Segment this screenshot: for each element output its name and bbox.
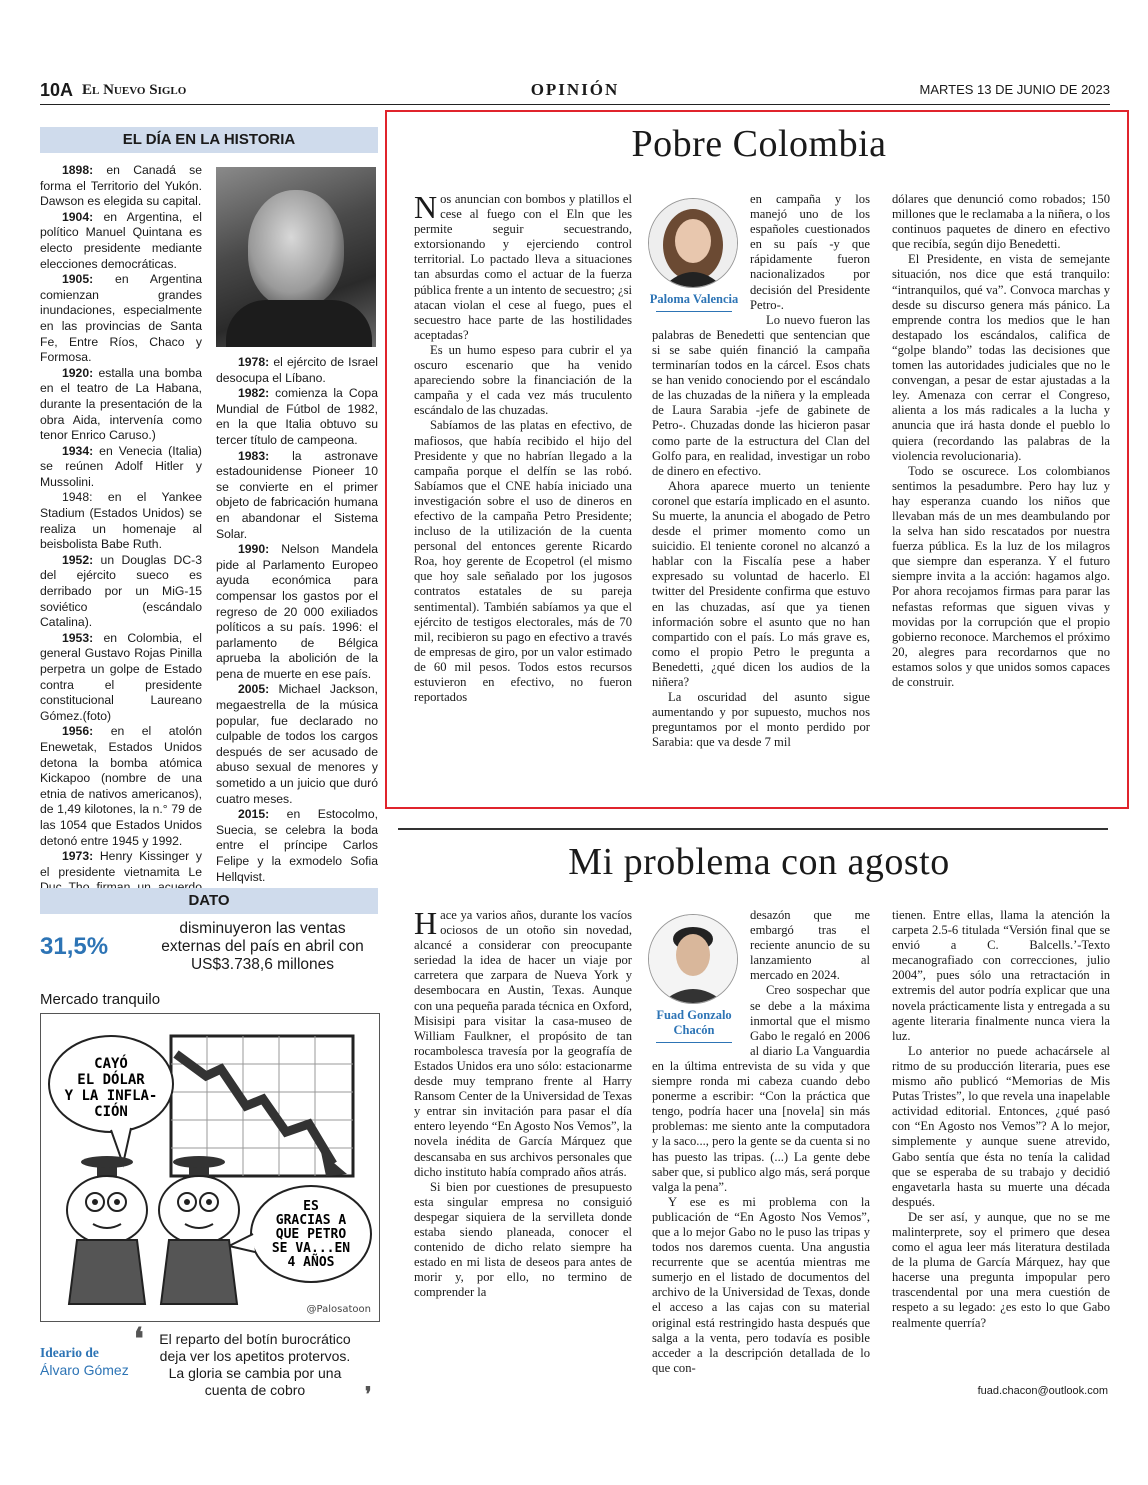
author-email: fuad.chacon@outlook.com (977, 1385, 1108, 1397)
article-paragraph (892, 1210, 1110, 1331)
history-text: en el atolón Enewetak, Estados Unidos detona la bomba atómica Kickapoo (nombre de una etnia de nativos americanos), de 1,49 kilotones, la n.° 79 de las 1054 que Estados Unidos detonó entre 1945 y 1992. (40, 724, 202, 848)
paragraph-text: Sabíamos de las platas en efectivo, de mafiosos, que había recibido el hijo del Presidente y que no habrían llegado a la campaña porque el delfín se las robó. Sabíamos que el CNE había iniciado una investigación sobre el uso de dineros en efectivo de la campaña Petro Presidente; incluso de la utilización de la cuenta personal del entonces gerente Ricardo Roa, hoy gerente de Ecopetrol (el mismo que hoy sale señalado por los jugosos contratos estatales de su pareja sentimental). También sabíamos ya que el ejército de testigos electorales, más de 70 mil, recibieron su pago en efectivo a través de empresas de giro, por un valor estimado de 60 mil pesos. Todos estos recursos estuvieron en efectivo, no fueron reportados (414, 418, 632, 705)
paragraph-text: Todo se oscurece. Los colombianos sentimos la pesadumbre. Pero hay luz y hay esperanza cuando los niños que llevaban más de un mes deambulando por la selva han sido rescatados por nuestra fuerza pública. Es la luz de los milagros que siempre dan esperanza. Y el futuro siempre invita a la acción: hagamos algo. Por ahora recojamos firmas para parar las nefastas reformas que siguen vivas y movidas por la corrupción que el propio gobierno reconoce. Marchemos el próximo 20, alegres para recordarnos que no estamos solos y que unidos somos capaces de construir. (892, 463, 1110, 689)
cartoon-bubble-2-line4: SE VA...EN (271, 1241, 351, 1256)
dato-number: 31,5% (40, 933, 109, 960)
history-entry (40, 553, 202, 631)
history-entry (216, 682, 378, 807)
history-text: Nelson Mandela pide al Parlamento Europeo ayuda económica para compensar los gastos por el regreso de 20 000 exiliados políticos a su país. 1996: el parlamento de Bélgica aprueba la abolición de la pena de muerte en ese país. (216, 542, 378, 681)
photo-portrait-face (248, 190, 344, 308)
history-entry (216, 386, 378, 448)
paragraph-text: Y ese es mi problema con la publicación de “En Agosto Nos Vemos”, que a lo mejor Gabo no le puso las tripas y todos nos daremos cuenta. Una angustia recurrente que se acentúa mientras me sumerjo en el listado de documentos del archivo de la Universidad de Texas, donde el acceso a las cajas con su material original está restringido hasta después que salga a la venta, pero todavía es posible acceder a la descripción detallada de lo que con- (652, 1194, 870, 1375)
paragraph-text: De ser así, y aunque, que no se me malinterprete, soy el primero que desea como el agua leer más literatura destilada de la pluma de García Márquez, hay que hacerse una pregunta impopular pero trascendental por una mera cuestión de respeto a su legado: ¿es esto lo que Gabo realmente querría? (892, 1209, 1110, 1330)
cartoon-bubble-2-line2: GRACIAS A (275, 1213, 347, 1228)
history-text: el ejército de Israel desocupa el Líbano. (216, 355, 378, 385)
cartoon-bubble-2-line3: QUE PETRO (275, 1227, 347, 1242)
cartoon-title: Mercado tranquilo (40, 991, 161, 1008)
history-entry (216, 355, 378, 386)
author-photo (648, 198, 738, 288)
article-1-column-2 (649, 192, 870, 750)
ideario-label: Ideario de (40, 1345, 99, 1360)
paragraph-text: Es un humo espeso para cubrir el ya oscuro escenario que ha venido apareciendo sobre la financiación de la campaña y el cada vez más truculento escándalo de las chuzadas. (414, 342, 632, 418)
editorial-cartoon (40, 1013, 380, 1322)
cartoon-bubble-1-line4: CIÓN (94, 1104, 128, 1120)
article-2-column-1 (414, 905, 632, 1300)
history-entry (40, 366, 202, 444)
cartoon-figure-left (67, 1156, 147, 1304)
history-text: estalla una bomba en el teatro de La Habana, durante la presentación de la obra Aida, intervenía como tenor Enrico Caruso.) (40, 365, 202, 443)
history-year: 1952: (62, 552, 94, 567)
ideario-author: Álvaro Gómez (40, 1362, 129, 1378)
cartoon-bubble-1-line2: EL DÓLAR (77, 1072, 145, 1088)
history-text: en Estocolmo, Suecia, se celebra la boda entre el príncipe Carlos Felipe y la exmodelo Sofia Hellqvist. (216, 807, 378, 884)
masthead: El Nuevo Siglo (82, 82, 187, 98)
history-text: comienza la Copa Mundial de Fútbol de 1982, en la que Italia obtuvo su tercer título de campeona. (216, 386, 378, 447)
history-text: 1948: en el Yankee Stadium (Estados Unidos) se realiza un homenaje al beisbolista Babe Ruth. (40, 490, 202, 552)
paragraph-text: ace ya varios años, durante los vacíos ociosos de un otoño sin novedad, alcancé a considerar con preocupante seriedad la idea de hacer un viaje por carretera que zarpara de Nueva York y desembocara en Austin, Texas. Aunque con una pequeña parada técnica en Oxford, Misisipi para visitar la casa-museo de William Faulkner, el propósito de tan rocambolesca travesía por la geografía de Estados Unidos era uno sólo: estacionarme desde muy temprano frente al Harry Ransom Center de la Universidad de Texas y entrar sin invitación para pasar el día entero leyendo “En Agosto Nos Vemos”, la novela inédita de García Márquez que descansaba en sus archivos personales que dicho instituto había comprado años atrás. (414, 908, 632, 1179)
history-entry (40, 163, 202, 210)
author-name: Paloma Valencia (649, 292, 739, 306)
section-title: OPINIÓN (530, 80, 620, 99)
history-year: 1983: (238, 448, 270, 463)
history-year: 1904: (62, 209, 94, 224)
history-entry (216, 807, 378, 885)
history-year: 1905: (62, 272, 94, 287)
article-paragraph (414, 189, 632, 343)
article-2-title: Mi problema con agosto (568, 841, 950, 883)
history-year: 1973: (62, 849, 94, 864)
paragraph-text: Lo anterior no puede achacársele al ritmo de su producción literaria, pues ese mismo año publicó “Memorias de Mis Putas Tristes”, lo que revela una inapelable actividad editorial. Entonces, ¿qué pasó con “En Agosto nos Vemos”? A lo mejor, simplemente y aunque suene atrevido, Gabo sentía que ésta no tenía la calidad que se esperaba de su trabajo y decidió engavetarla hasta su muerte una década después. (892, 1043, 1110, 1209)
author-rule (656, 1042, 732, 1043)
dato-heading: DATO (40, 888, 378, 914)
history-text: Michael Jackson, megaestrella de la música popular, fue declarado no culpable de todos los cargos después de ser acusado de abuso sexual de menores y sometido a un juicio que duró cuatro meses. (216, 682, 378, 806)
article-paragraph (892, 192, 1110, 252)
history-text: en Argentina, el político Manuel Quintana es electo presidente mediante elecciones democráticas. (40, 209, 202, 271)
history-text: en Canadá se forma el Territorio del Yukón. Dawson es elegida su capital. (40, 163, 202, 209)
history-heading: EL DÍA EN LA HISTORIA (40, 127, 378, 153)
history-year: 1953: (62, 630, 94, 645)
cartoon-credit: @Palosatoon (306, 1304, 371, 1315)
history-year: 1990: (238, 542, 270, 557)
article-paragraph (414, 1180, 632, 1301)
drop-cap: N (414, 189, 438, 225)
article-paragraph (414, 418, 632, 705)
history-entry (40, 490, 202, 552)
history-text: en Venecia (Italia) se reúnen Adolf Hitler y Mussolini. (40, 443, 202, 489)
article-1-title: Pobre Colombia (631, 123, 887, 165)
quote-open-icon: ❛ (134, 1323, 144, 1356)
paragraph-text: La oscuridad del asunto sigue aumentando y por supuesto, muchos nos preguntamos por el monto perdido por Sarabia: que va desde 7 mil (652, 690, 870, 750)
history-text: en Colombia, el general Gustavo Rojas Pinilla perpetra un golpe de Estado contra el presidente constitucional Laureano Gómez.(foto) (40, 630, 202, 723)
paragraph-text: en campaña y los manejó uno de los españoles cuestionados en su país -y que rápidamente fueron nacionalizados por decisión del Presidente Petro-. (750, 192, 870, 312)
author-block (646, 908, 742, 1043)
article-paragraph (892, 252, 1110, 463)
paragraph-text: Creo sospechar que se debe a la máxima inmortal que el mismo Gabo le regaló en 2006 al diario La Vanguardia en la última entrevista de su vida y que siempre ronda mi cabeza cuando debo ponerme a escribir: “Con la práctica que tengo, podría hacer una [novela] sin más problemas: me siento ante la computadora y la saco..., pero la gente se da cuenta si no has puesto las tripas. (...) La gente debe saber que, si publico algo más, será porque valga la pena”. (652, 983, 870, 1194)
quote-close-icon: ❜ (365, 1384, 372, 1406)
history-text: Henry Kissinger y el presidente vietnamita Le (40, 849, 202, 879)
paragraph-text: Si bien por cuestiones de presupuesto esta singular empresa no consiguió despegar siquiera de la servilleta donde estaba siendo planeada, conocer el contenido de dicho relato siempre ha estado en mi lista de deseos para antes de morir y, por ello, no termino de comprender la (414, 1179, 632, 1300)
paragraph-text: Lo nuevo fueron las palabras de Benedetti que sentencian que si se sabe quién financió la campaña terminarían todos en la cárcel. Esos chats se han venido conociendo por el escándalo de las chuzadas de la niñera y la empleada de Laura Sarabia -jefe de gabinete de Petro-. Chuzadas donde las hicieron pasar como parte de la estructura del Clan del Golfo para, en realidad, investigar un robo de dinero en efectivo. (652, 312, 870, 478)
paragraph-text: El Presidente, en vista de semejante situación, nos dice que está tranquilo: “intranquilos, qué va”. Convoca marchas y desde su discurso genera más pánico. La emprende contra los medios que le han destapado los escándalos, califica de “golpe blando” todas las decisiones que tomen las autoridades judiciales que no le convengan, a pesar de estar ajustadas a la ley. Amenaza con cerrar el Congreso, alienta a los más radicales a la lucha y anuncia que irá hasta donde el pueblo lo quiera (recordando las palabras de la violencia revolucionaria). (892, 252, 1110, 463)
history-entry (40, 272, 202, 366)
cartoon-drawing (41, 1014, 379, 1321)
history-column-2 (216, 355, 378, 885)
paragraph-text: tienen. Entre ellas, llama la atención la carpeta 2.5-6 titulada “Versión final que se envió a C. Balcells.’-Texto mecanografiado con correcciones, julio 2004”, pues sólo una retractación in extremis del autor podría explicar que una novela prácticamente lista y entregada a su agente literaria finalmente nunca viera la luz. (892, 908, 1110, 1043)
article-1-column-3 (892, 192, 1110, 690)
paragraph-text: Ahora aparece muerto un teniente coronel que estaría implicado en el asunto. Su muerte, la anuncia el abogado de Petro desde el primer momento como un suicidio. El teniente coronel no alcanzó a hablar con la Fiscalía pese a haber expresado su voluntad de hacerlo. El twitter del Presidente confirma que estuvo en las chuzadas, así que ya tienen información sobre el asunto que no han compartido con el país. Lo más grave es, como el propio Petro le pregunta a Benedetti, ¿qué dicen los audios de la niñera? (652, 478, 870, 689)
history-year: 1982: (238, 386, 270, 401)
paragraph-text: dólares que denunció como robados; 150 millones que le reclamaba a la niñera, o los continuos paquetes de dinero en efectivo que recibía, según dijo Benedetti. (892, 192, 1110, 252)
cartoon-bubble-2-line1: ES (303, 1199, 319, 1214)
article-paragraph (652, 690, 870, 750)
cartoon-bubble-1-line1: CAYÓ (94, 1056, 128, 1072)
history-entry (216, 449, 378, 543)
author-rule (656, 311, 732, 312)
page-number: 10A (40, 80, 74, 100)
history-entry (40, 631, 202, 725)
cartoon-bubble-1-line3: Y LA INFLA- (64, 1088, 158, 1104)
author-block (646, 192, 742, 312)
article-paragraph (414, 905, 632, 1180)
article-2-column-3 (892, 908, 1110, 1331)
history-text: un Douglas DC-3 del ejército sueco es derribado por un MiG-15 soviético (escándalo Catalina). (40, 552, 202, 630)
history-column-1 (40, 163, 202, 912)
article-paragraph (652, 313, 870, 479)
paragraph-text: desazón que me embargó tras el reciente anuncio de su lanzamiento al mercado en 2024. (750, 908, 870, 983)
article-paragraph (652, 1195, 870, 1376)
page-header (40, 78, 1110, 105)
article-paragraph (892, 908, 1110, 1044)
dato-text: disminuyeron las ventas externas del país en abril con US$3.738,6 millones (161, 920, 364, 973)
author-name: Fuad Gonzalo Chacón (656, 1008, 732, 1037)
article-paragraph (892, 464, 1110, 690)
history-entry (40, 724, 202, 849)
article-paragraph (414, 343, 632, 418)
history-year: 1978: (238, 355, 270, 369)
history-entry (216, 542, 378, 682)
cartoon-figure-right (159, 1156, 239, 1304)
history-year: 1920: (62, 365, 94, 380)
history-entry (40, 210, 202, 272)
article-paragraph (892, 1044, 1110, 1210)
history-text: la astronave estadounidense Pioneer 10 se convierte en el primer objeto de fabricación humana en abandonar el Sistema Solar. (216, 448, 378, 541)
paragraph-text: os anuncian con bombos y platillos el cese al fuego con el Eln que les permite seguir secuestrando, extorsionando y ejerciendo control territorial. Lo pactado lleva a situaciones tan absurdas como el actuar de la fuerza pública frente a un intento de secuestro; ¿si atacan violan el cese al fuego, pues el secuestro hace parte de las hostilidades aceptadas? (414, 192, 632, 342)
article-paragraph (652, 479, 870, 690)
ideario-quote: El reparto del botín burocrático deja ver los apetitos protervos. La gloria se cambia por una cuenta de cobro (159, 1331, 351, 1398)
history-year: 2005: (238, 682, 270, 697)
history-text: en Argentina comienzan grandes inundaciones, especialmente en las provincias de Santa Fe, Entre Ríos, Chaco y Formosa. (40, 272, 202, 365)
drop-cap: H (414, 905, 438, 941)
issue-date: MARTES 13 DE JUNIO DE 2023 (919, 82, 1110, 97)
history-year: 2015: (238, 807, 270, 822)
article-2-column-2 (652, 908, 870, 1376)
article-divider (398, 828, 1108, 830)
history-year: 1956: (62, 724, 94, 739)
history-year: 1898: (62, 163, 94, 177)
photo-portrait-suit (226, 300, 372, 347)
history-year: 1934: (62, 443, 94, 458)
article-1-column-1 (414, 189, 632, 705)
author-photo (648, 914, 738, 1004)
cartoon-bubble-2-line5: 4 AÑOS (287, 1255, 335, 1270)
history-entry (40, 444, 202, 491)
